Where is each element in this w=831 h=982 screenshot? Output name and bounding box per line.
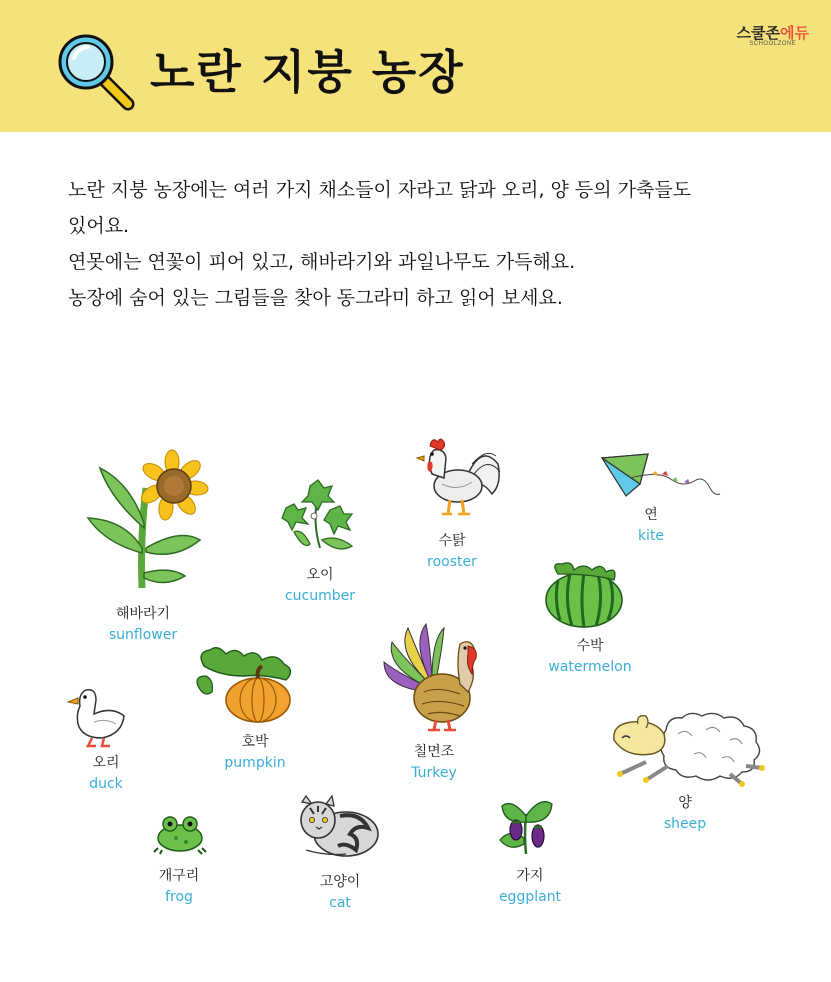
item-label-en: eggplant: [498, 889, 562, 905]
item-label-ko: 양: [678, 795, 692, 811]
turkey-icon: [380, 622, 490, 734]
logo-text-accent: 에듀: [780, 24, 809, 42]
item-label-en: frog: [165, 889, 193, 905]
item-label-en: Turkey: [411, 765, 457, 781]
item-cat: [320, 872, 361, 914]
item-sheep: [664, 793, 706, 835]
brand-logo: [737, 26, 809, 47]
item-label-en: watermelon: [548, 659, 632, 675]
item-label-en: cat: [329, 895, 351, 911]
item-eggplant: [499, 866, 561, 908]
intro-line: 연못에는 연꽃이 피어 있고, 해바라기와 과일나무도 가득해요.: [68, 251, 576, 273]
item-label-ko: 연: [644, 507, 658, 523]
page-title: 노란 지붕 농장: [150, 45, 465, 99]
cat-icon: [296, 794, 382, 860]
item-label-ko: 수탉: [438, 533, 466, 549]
magnifier-icon: [52, 28, 138, 114]
cucumber-icon: [280, 478, 356, 554]
sheep-icon: [606, 710, 766, 786]
item-label-en: duck: [89, 776, 123, 792]
item-label-ko: 고양이: [319, 874, 361, 890]
item-label-ko: 수박: [576, 638, 604, 654]
header-banner: [0, 0, 831, 132]
item-turkey: [411, 742, 457, 784]
item-kite: [638, 505, 664, 547]
kite-icon: [600, 450, 722, 502]
item-label-ko: 개구리: [158, 868, 200, 884]
logo-text-main: 스쿨존: [736, 24, 781, 42]
item-label-en: pumpkin: [224, 755, 286, 771]
intro-paragraph: [68, 172, 788, 316]
item-label-ko: 오이: [306, 567, 334, 583]
item-label-en: cucumber: [284, 588, 356, 604]
item-sunflower: [109, 604, 177, 646]
item-cucumber: [285, 565, 355, 607]
item-label-ko: 호박: [241, 734, 269, 750]
rooster-icon: [412, 434, 504, 520]
item-watermelon: [548, 636, 631, 678]
item-label-ko: 오리: [92, 755, 120, 771]
duck-icon: [64, 684, 128, 748]
item-label-ko: 칠면조: [413, 744, 455, 760]
item-label-en: sheep: [663, 816, 707, 832]
item-frog: [159, 866, 200, 908]
item-label-ko: 가지: [516, 868, 544, 884]
item-label-en: rooster: [427, 554, 477, 570]
item-duck: [89, 753, 123, 795]
pumpkin-icon: [194, 646, 298, 726]
item-label-en: sunflower: [108, 627, 178, 643]
item-label-en: kite: [637, 528, 665, 544]
watermelon-icon: [544, 560, 626, 628]
logo-subtext: SCHOOLZONE: [749, 41, 797, 47]
intro-line: 있어요.: [68, 215, 130, 237]
item-rooster: [427, 531, 477, 573]
item-label-ko: 해바라기: [115, 606, 171, 622]
item-pumpkin: [224, 732, 285, 774]
intro-line: 노란 지붕 농장에는 여러 가지 채소들이 자라고 닭과 오리, 양 등의 가축들도: [68, 179, 692, 201]
eggplant-icon: [496, 794, 556, 856]
frog-icon: [152, 812, 208, 854]
intro-line: 농장에 숨어 있는 그림들을 찾아 동그라미 하고 읽어 보세요.: [68, 287, 563, 309]
sunflower-icon: [80, 448, 220, 593]
